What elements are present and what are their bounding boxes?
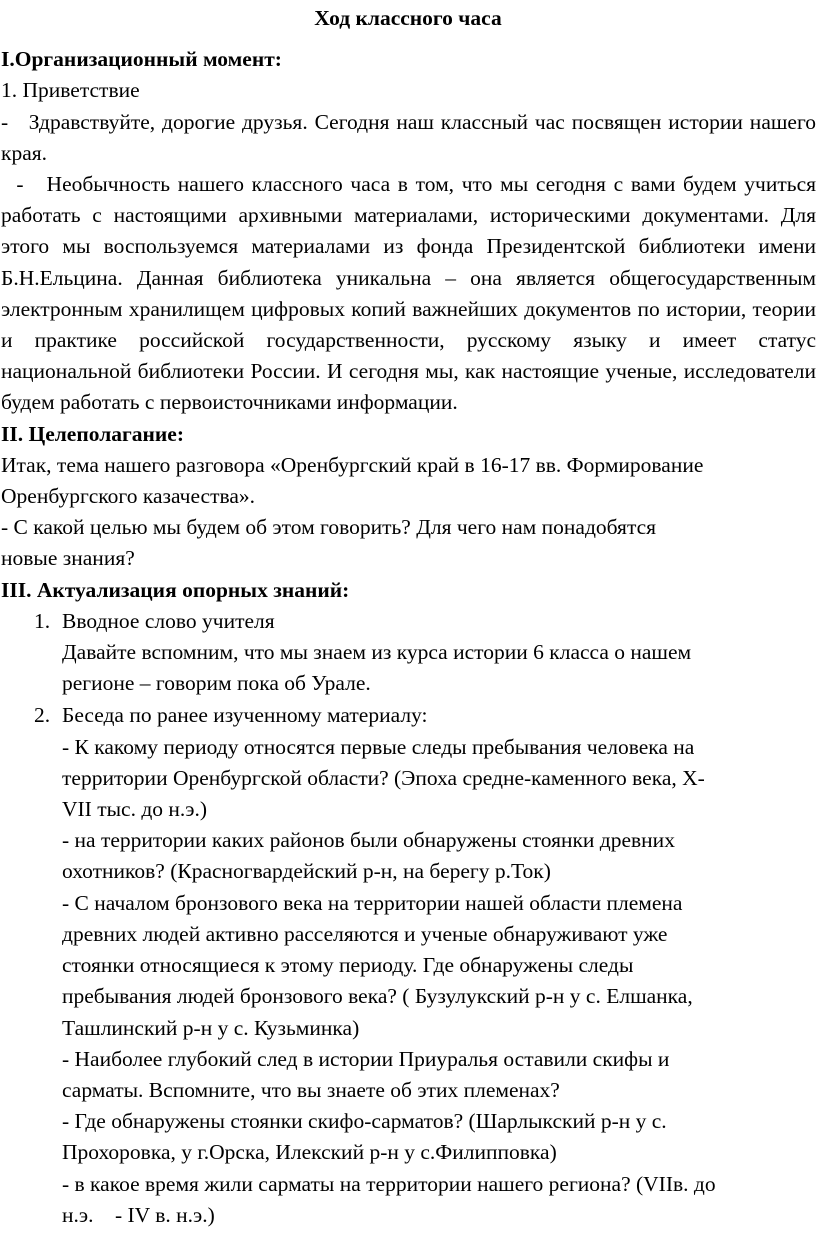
list-item-number: 2. — [34, 703, 51, 728]
greeting-paragraph: - Здравствуйте, дорогие друзья. Сегодня наш классный час посвящен истории нашего края. — [1, 109, 816, 165]
list-item-line: регионе – говорим пока об Урале. — [62, 671, 371, 696]
list-item-line: Беседа по ранее изученному материалу: — [62, 703, 428, 728]
section-1-heading: I.Организационный момент: — [1, 47, 282, 72]
list-item-line: Прохоровка, у г.Орска, Илекский р-н у с.Филипповка) — [62, 1140, 557, 1165]
list-item-number: 1. — [34, 608, 51, 633]
goal-question-line-2: новые знания? — [1, 546, 135, 571]
goal-question-line-1: - С какой целью мы будем об этом говорить? Для чего нам понадобятся — [1, 515, 657, 540]
section-3-heading: III. Актуализация опорных знаний: — [1, 577, 350, 602]
document-title: Ход классного часа — [314, 6, 502, 30]
numbered-list — [0, 606, 816, 1231]
list-item-line: Давайте вспомним, что мы знаем из курса истории 6 класса о нашем — [62, 640, 692, 665]
topic-line-1: Итак, тема нашего разговора «Оренбургский край в 16-17 вв. Формирование — [1, 452, 704, 477]
list-item-line: - К какому периоду относятся первые следы пребывания человека на — [62, 734, 695, 759]
list-item-line: территории Оренбургской области? (Эпоха средне-каменного века, X- — [62, 765, 705, 790]
uniqueness-paragraph: - Необычность нашего классного часа в том, что мы сегодня с вами будем учиться работать с настоящими архивными материалами, историческими документами. Для этого мы воспользуемся материалами из фонда Президентской библиотеки имени Б.Н.Ельцина. Данная библиотека уникальна – она является общегосударственным электронным хранилищем цифровых копий важнейших документов по истории, теории и практике российской государственности, русскому языку и имеет статус национальной библиотеки России. И сегодня мы, как настоящие ученые, исследователи будем работать с первоисточниками информации. — [1, 172, 816, 415]
greeting-label: 1. Приветствие — [1, 78, 140, 103]
list-item-line: пребывания людей бронзового века? ( Бузулукский р-н у с. Елшанка, — [62, 984, 693, 1009]
list-item-line: Вводное слово учителя — [62, 608, 275, 633]
list-item-line: древних людей активно расселяются и ученые обнаруживают уже — [62, 921, 668, 946]
list-item — [0, 700, 816, 1230]
list-item-line: VII тыс. до н.э.) — [62, 797, 208, 822]
topic-line-2: Оренбургского казачества». — [1, 484, 256, 509]
list-item — [0, 606, 816, 700]
list-item-line: - на территории каких районов были обнаружены стоянки древних — [62, 828, 675, 853]
list-item-line: Ташлинский р-н у с. Кузьминка) — [62, 1015, 360, 1040]
list-item-line: - Где обнаружены стоянки скифо-сарматов? (Шарлыкский р-н у с. — [62, 1109, 667, 1134]
list-item-line: охотников? (Красногвардейский р-н, на берегу р.Ток) — [62, 859, 551, 884]
list-item-line: - в какое время жили сарматы на территории нашего региона? (VIIв. до — [62, 1171, 716, 1196]
list-item-line: стоянки относящиеся к этому периоду. Где обнаружены следы — [62, 953, 634, 978]
list-item-line: н.э. - IV в. н.э.) — [62, 1202, 215, 1227]
list-item-line: сарматы. Вспомните, что вы знаете об этих племенах? — [62, 1077, 560, 1102]
list-item-line: - Наиболее глубокий след в истории Приуралья оставили скифы и — [62, 1046, 670, 1071]
list-item-line: - С началом бронзового века на территории нашей области племена — [62, 890, 683, 915]
section-2-heading: II. Целеполагание: — [1, 421, 185, 446]
